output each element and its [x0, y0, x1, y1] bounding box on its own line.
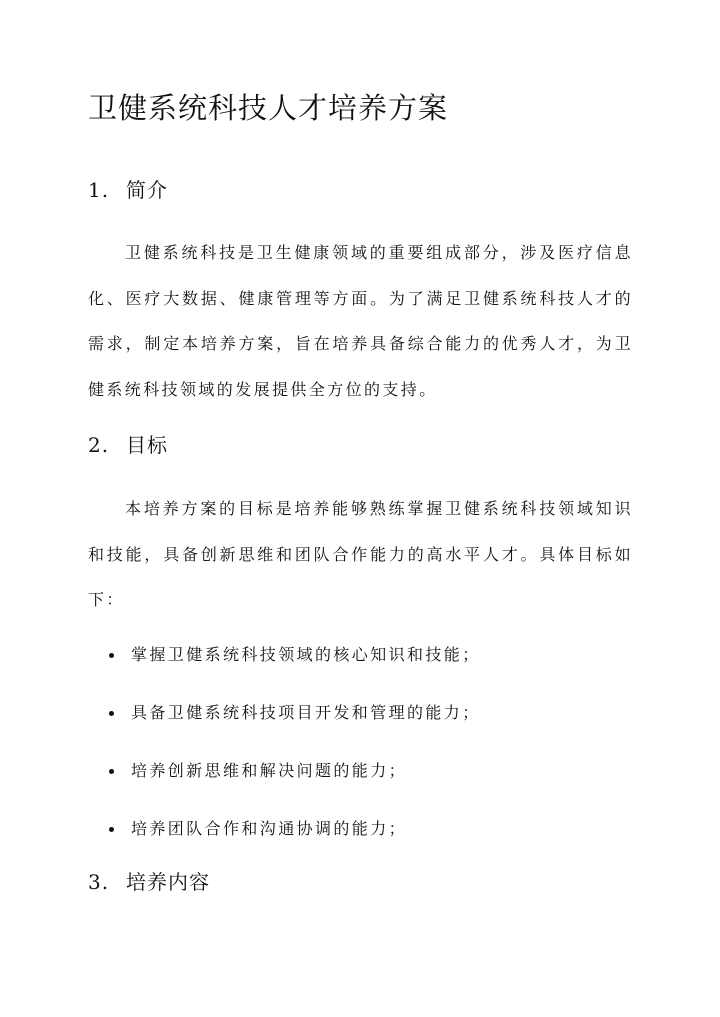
section-heading-goals — [88, 431, 168, 459]
goals-bullet-list — [88, 632, 633, 864]
bullet-icon — [109, 769, 114, 774]
section-title: 培养内容 — [126, 870, 210, 894]
list-item — [88, 748, 633, 806]
list-item-text: 掌握卫健系统科技领域的核心知识和技能； — [131, 645, 481, 664]
section-title: 简介 — [126, 178, 168, 202]
section-heading-intro — [88, 176, 168, 204]
section-number: 3. — [88, 870, 110, 894]
document-title: 卫健系统科技人才培养方案 — [88, 91, 449, 125]
list-item-text: 培养创新思维和解决问题的能力； — [131, 761, 408, 780]
section-number: 2. — [88, 433, 110, 457]
intro-paragraph: 卫健系统科技是卫生健康领域的重要组成部分，涉及医疗信息化、医疗大数据、健康管理等方面。为了满足卫健系统科技人才的需求，制定本培养方案，旨在培养具备综合能力的优秀人才，为卫健系统科技领域的发展提供全方位的支持。 — [88, 243, 633, 399]
goals-paragraph: 本培养方案的目标是培养能够熟练掌握卫健系统科技领域知识和技能，具备创新思维和团队合作能力的高水平人才。具体目标如下： — [88, 499, 633, 609]
section-heading-content — [88, 868, 210, 896]
bullet-icon — [109, 711, 114, 716]
bullet-icon — [109, 827, 114, 832]
list-item — [88, 632, 633, 690]
list-item-text: 培养团队合作和沟通协调的能力； — [131, 819, 408, 838]
list-item — [88, 806, 633, 864]
list-item — [88, 690, 633, 748]
section-title: 目标 — [126, 433, 168, 457]
bullet-icon — [109, 653, 114, 658]
list-item-text: 具备卫健系统科技项目开发和管理的能力； — [131, 703, 481, 722]
section-number: 1. — [88, 178, 110, 202]
